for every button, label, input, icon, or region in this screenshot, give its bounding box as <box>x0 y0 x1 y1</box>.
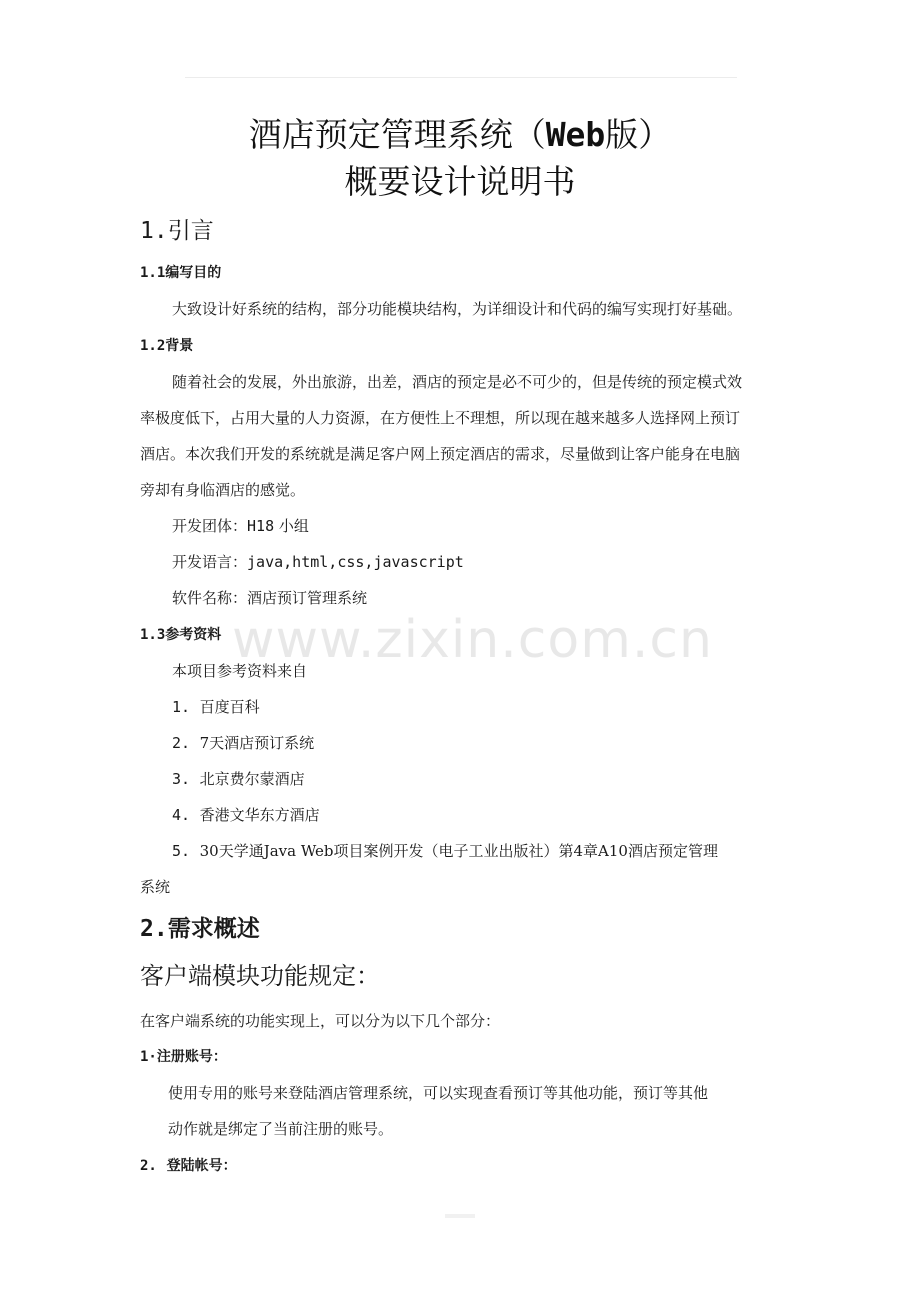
dev-team-line: 开发团体：H18 小组 <box>172 517 309 535</box>
dev-language-line: 开发语言：java,html,css,javascript <box>172 553 464 571</box>
list-item: 4. 香港文华东方酒店 <box>172 806 320 824</box>
feature-register-text: 动作就是绑定了当前注册的账号。 <box>168 1120 394 1138</box>
list-item: 3. 北京费尔蒙酒店 <box>172 770 305 788</box>
client-intro: 在客户端系统的功能实现上，可以分为以下几个部分： <box>140 1012 501 1030</box>
paragraph-background-line: 旁却有身临酒店的感觉。 <box>140 481 306 499</box>
paragraph-background-line: 率极度低下，占用大量的人力资源，在方便性上不理想，所以现在越来越多人选择网上预订 <box>140 409 741 427</box>
feature-heading-login: 2. 登陆帐号： <box>140 1158 237 1174</box>
list-item: 5. 30天学通Java Web项目案例开发（电子工业出版社）第4章A10酒店预定管理 <box>172 842 718 860</box>
software-name-line: 软件名称：酒店预订管理系统 <box>172 589 368 607</box>
list-item-wrap: 系统 <box>140 878 171 896</box>
client-module-heading: 客户端模块功能规定： <box>140 962 380 990</box>
footer-mark <box>445 1214 475 1218</box>
feature-register-text: 使用专用的账号来登陆酒店管理系统，可以实现查看预订等其他功能，预订等其他 <box>168 1084 709 1102</box>
header-rule <box>185 77 737 78</box>
watermark: www.zixin.com.cn <box>232 610 713 670</box>
document-subtitle: 概要设计说明书 <box>344 162 576 201</box>
document-title: 酒店预定管理系统（Web版） <box>248 115 672 154</box>
feature-heading-register: 1·注册账号： <box>140 1049 227 1065</box>
section-heading-1-2: 1.2背景 <box>140 338 194 354</box>
section-heading-2: 2.需求概述 <box>140 916 260 942</box>
section-heading-1-1: 1.1编写目的 <box>140 265 222 281</box>
section-heading-1: 1.引言 <box>140 218 214 244</box>
paragraph-background-line: 酒店。本次我们开发的系统就是满足客户网上预定酒店的需求，尽量做到让客户能身在电脑 <box>140 445 741 463</box>
section-heading-1-3: 1.3参考资料 <box>140 627 222 643</box>
references-intro: 本项目参考资料来自 <box>172 662 308 680</box>
list-item: 1. 百度百科 <box>172 698 260 716</box>
paragraph-purpose: 大致设计好系统的结构，部分功能模块结构，为详细设计和代码的编写实现打好基础。 <box>172 300 743 318</box>
paragraph-background-line: 随着社会的发展，外出旅游，出差，酒店的预定是必不可少的，但是传统的预定模式效 <box>172 373 743 391</box>
list-item: 2. 7天酒店预订系统 <box>172 734 315 752</box>
